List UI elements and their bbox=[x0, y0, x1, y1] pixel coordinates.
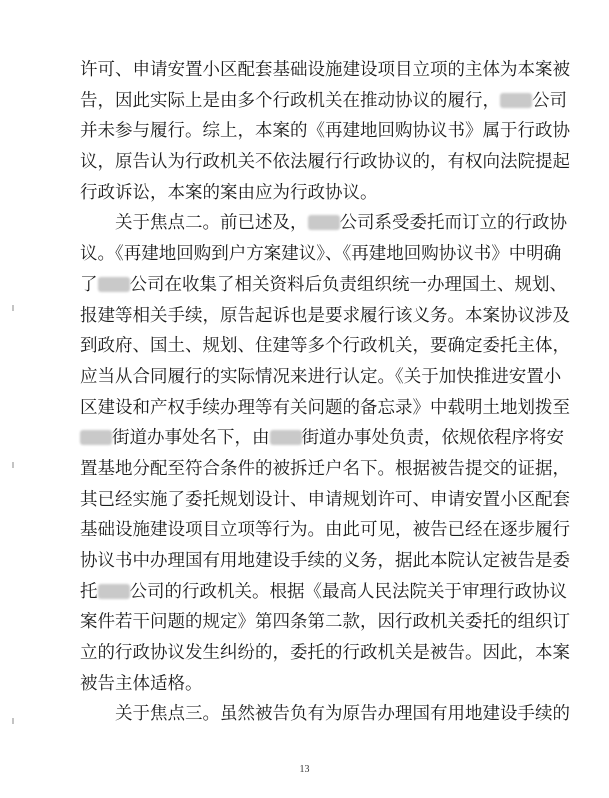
redaction-blur bbox=[270, 430, 302, 445]
text-segment: 托 bbox=[80, 581, 98, 602]
text-segment: 许可、申请安置小区配套基础设施建设项目立项的主体为本案被 bbox=[80, 60, 570, 80]
text-segment: 关于焦点三。虽然被告负有为原告办理国有用地建设手续的 bbox=[115, 704, 570, 725]
document-body bbox=[80, 55, 570, 730]
text-line bbox=[80, 393, 570, 424]
text-segment: 到政府、国土、规划、住建等多个行政机关，要确定委托主体， bbox=[80, 336, 570, 357]
page-number: 13 bbox=[299, 764, 310, 775]
text-segment: 案件若干问题的规定》第四条第二款，因行政机关委托的组织订 bbox=[80, 612, 570, 633]
text-segment: 行政诉讼，本案的案由应为行政协议。 bbox=[80, 182, 378, 203]
scan-mark bbox=[12, 462, 14, 468]
text-segment: 告，因此实际上是由多个行政机关在推动协议的履行， bbox=[80, 90, 500, 111]
text-segment: 公司系受委托而订立的行政协 bbox=[339, 213, 567, 234]
text-segment: 应当从合同履行的实际情况来进行认定。《关于加快推进安置小 bbox=[80, 366, 562, 387]
text-line bbox=[80, 178, 545, 209]
redaction-blur bbox=[98, 584, 130, 599]
redaction-blur bbox=[308, 215, 340, 230]
text-segment: 置基地分配至符合条件的被拆迁户名下。根据被告提交的证据， bbox=[80, 458, 570, 479]
text-line bbox=[80, 577, 567, 608]
text-segment: 了 bbox=[80, 274, 98, 295]
text-segment: 公司在收集了相关资料后负责组织统一办理国土、规划、 bbox=[129, 274, 567, 295]
text-line bbox=[80, 270, 567, 301]
text-segment: 关于焦点二。前已述及， bbox=[115, 213, 308, 234]
text-segment: 议。《再建地回购到户方案建议》、《再建地回购协议书》中明确 bbox=[80, 244, 562, 265]
text-segment: 街道办事处负责，依规依程序将安 bbox=[301, 428, 564, 449]
text-line bbox=[80, 638, 570, 669]
text-line bbox=[80, 485, 570, 516]
text-segment: 被告主体适格。 bbox=[80, 673, 203, 694]
text-line bbox=[80, 331, 570, 362]
scan-mark bbox=[12, 718, 14, 724]
text-segment: 并未参与履行。综上，本案的《再建地回购协议书》属于行政协 bbox=[80, 121, 570, 142]
text-line bbox=[80, 301, 570, 332]
text-line bbox=[80, 699, 570, 730]
text-segment: 协议书中办理国有用地建设手续的义务，据此本院认定被告是委 bbox=[80, 551, 570, 571]
text-line bbox=[80, 607, 570, 638]
text-segment: 公司 bbox=[532, 90, 567, 111]
text-segment: 区建设和产权手续办理等有关问题的备忘录》中载明土地划拨至 bbox=[80, 397, 570, 418]
redaction-blur bbox=[80, 430, 112, 445]
text-segment: 立的行政协议发生纠纷的，委托的行政机关是被告。因此，本案 bbox=[80, 643, 570, 664]
text-segment: 其已经实施了委托规划设计、申请规划许可、申请安置小区配套 bbox=[80, 489, 570, 510]
text-line bbox=[80, 362, 562, 393]
text-line bbox=[80, 147, 570, 178]
text-line bbox=[80, 86, 567, 117]
text-line bbox=[80, 454, 570, 485]
text-line bbox=[80, 546, 570, 577]
text-line bbox=[80, 515, 570, 546]
text-segment: 街道办事处名下，由 bbox=[112, 428, 270, 449]
redaction-blur bbox=[500, 93, 532, 108]
text-line bbox=[80, 116, 570, 147]
text-line bbox=[80, 239, 562, 270]
text-segment: 议，原告认为行政机关不依法履行行政协议的，有权向法院提起 bbox=[80, 152, 570, 173]
text-line bbox=[80, 208, 567, 239]
text-line bbox=[80, 423, 564, 454]
redaction-blur bbox=[98, 277, 130, 292]
text-line bbox=[80, 55, 570, 86]
text-line bbox=[80, 669, 545, 700]
text-segment: 报建等相关手续，原告起诉也是要求履行该义务。本案协议涉及 bbox=[80, 305, 570, 326]
text-segment: 公司的行政机关。根据《最高人民法院关于审理行政协议 bbox=[129, 581, 567, 602]
text-segment: 基础设施建设项目立项等行为。由此可见，被告已经在逐步履行 bbox=[80, 520, 570, 541]
scan-mark bbox=[12, 305, 14, 311]
